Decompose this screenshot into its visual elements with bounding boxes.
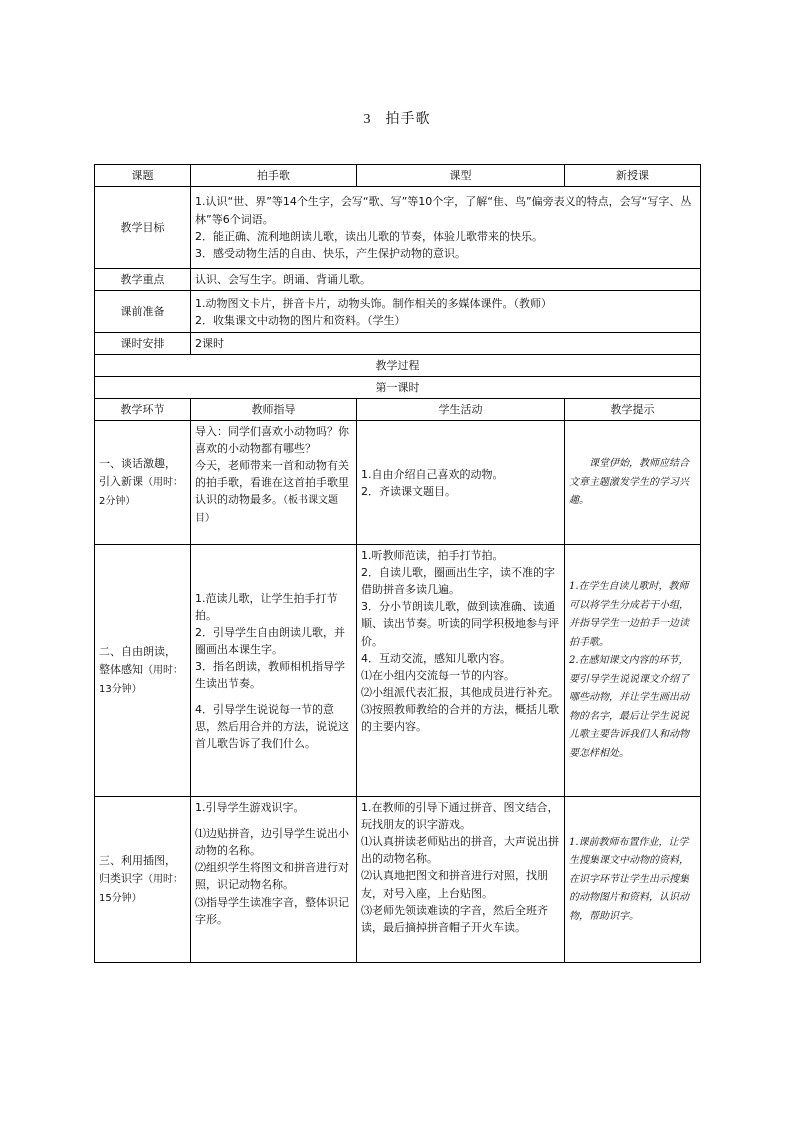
student-item: 1.听教师范读，拍手打节拍。 — [361, 549, 504, 563]
keypoint-label: 教学重点 — [95, 269, 191, 291]
column-header: 教学环节 — [95, 399, 191, 421]
lesson-title-row — [95, 377, 701, 399]
student-cell — [357, 421, 565, 545]
teacher-text: 今天，老师带来一首和动物有关的拍手歌，看谁在这首拍手歌里认识的动物最多。 — [195, 459, 349, 507]
teacher-item: ⑶指导学生读准字音，整体识记字形。 — [195, 895, 349, 926]
schedule-row — [95, 333, 701, 355]
stage-time: （用时：2分钟） — [99, 477, 183, 507]
stage-time: （用时：13分钟） — [99, 665, 183, 695]
teacher-item — [195, 457, 352, 526]
lesson-plan-table — [94, 164, 701, 963]
table-row — [95, 421, 701, 545]
topic-row — [95, 165, 701, 187]
tip-item: 课堂伊始，教师应结合文章主题激发学生的学习兴趣。 — [569, 458, 689, 507]
tip-item: 1.课前教师布置作业，让学生搜集课文中动物的资料，在识字环节让学生出示搜集的动物图片和资料，认识动物，帮助识字。 — [569, 836, 689, 922]
goals-row — [95, 187, 701, 269]
teacher-item: 2．引导学生自由朗读儿歌，并圈画出本课生字。 — [195, 625, 345, 656]
teacher-item: 导入：同学们喜欢小动物吗？你喜欢的小动物都有哪些？ — [195, 425, 349, 456]
column-header: 学生活动 — [357, 399, 565, 421]
goal-item: 3．感受动物生活的自由、快乐，产生保护动物的意识。 — [195, 246, 466, 260]
student-item: 2．自读儿歌，圈画出生字，读不准的字借助拼音多读几遍。 — [361, 566, 555, 597]
page-title — [0, 108, 794, 128]
teacher-item: 1.范读儿歌，让学生拍手打节拍。 — [195, 591, 338, 622]
process-title-row — [95, 355, 701, 377]
process-title: 教学过程 — [95, 355, 701, 377]
type-label: 课型 — [357, 165, 565, 187]
teacher-item: 4．引导学生说说每一节的意思，然后用合并的方法，说说这首儿歌告诉了我们什么。 — [195, 702, 349, 750]
tip-item: 2.在感知课文内容的环节，要引导学生说说课文介绍了哪些动物，并让学生画出动物的名字，最后让学生说说儿歌主要告诉我们人和动物要怎样相处。 — [569, 655, 689, 759]
student-item: ⑵认真地把图文和拼音进行对照，找朋友，对号入座，上台贴图。 — [361, 869, 548, 900]
teacher-item: ⑵组织学生将图文和拼音进行对照，识记动物名称。 — [195, 861, 349, 892]
prep-item: 1.动物图文卡片，拼音卡片，动物头饰。制作相关的多媒体课件。（教师） — [195, 296, 552, 310]
table-row — [95, 797, 701, 963]
teacher-note: （板书课文题目） — [195, 495, 338, 524]
prep-item: 2．收集课文中动物的图片和资料。（学生） — [195, 313, 406, 327]
student-item: 1.在教师的引导下通过拼音、图文结合，玩找朋友的识字游戏。 — [361, 801, 559, 832]
schedule-label: 课时安排 — [95, 333, 191, 355]
tip-cell — [565, 545, 701, 797]
prep-cell — [191, 291, 701, 333]
teacher-item: ⑴边贴拼音，边引导学生说出小动物的名称。 — [195, 827, 349, 858]
tip-cell — [565, 797, 701, 963]
student-item: 2．齐读课文题目。 — [361, 484, 456, 498]
stage-cell — [95, 421, 191, 545]
table-row — [95, 545, 701, 797]
student-item: ⑴认真拼读老师贴出的拼音，大声说出拼出的动物名称。 — [361, 835, 559, 866]
keypoint-value: 认识、会写生字。朗诵、背诵儿歌。 — [191, 269, 701, 291]
tip-item: 1.在学生自读儿歌时，教师可以将学生分成若干小组，并指导学生一边拍手一边读拍手歌。 — [569, 581, 689, 648]
student-item: ⑶按照教师教给的合并的方法，概括儿歌的主要内容。 — [361, 702, 559, 733]
student-item: ⑴在小组内交流每一节的内容。 — [361, 668, 515, 682]
student-item: ⑶老师先领读难读的字音，然后全班齐读，最后摘掉拼音帽子开火车读。 — [361, 903, 548, 934]
student-cell — [357, 545, 565, 797]
type-value: 新授课 — [565, 165, 701, 187]
prep-row — [95, 291, 701, 333]
teacher-cell — [191, 545, 357, 797]
student-cell — [357, 797, 565, 963]
tip-cell — [565, 421, 701, 545]
student-item: 1.自由介绍自己喜欢的动物。 — [361, 467, 504, 481]
goal-item: 1.认识“世、界”等14个生字，会写“歌、写”等10个字，了解“隹、鸟”偏旁表义的特点，会写“写字、丛林”等6个词语。 — [195, 195, 692, 226]
teacher-item: 1.引导学生游戏识字。 — [195, 801, 305, 815]
stage-name: 二、自由朗读，整体感知 — [99, 645, 176, 677]
goals-cell — [191, 187, 701, 269]
teacher-cell — [191, 421, 357, 545]
lesson-period-title: 第一课时 — [95, 377, 701, 399]
topic-label: 课题 — [95, 165, 191, 187]
schedule-value: 2课时 — [191, 333, 701, 355]
prep-label: 课前准备 — [95, 291, 191, 333]
keypoint-row — [95, 269, 701, 291]
stage-cell — [95, 545, 191, 797]
stage-time: （用时：15分钟） — [99, 874, 183, 904]
goals-label: 教学目标 — [95, 187, 191, 269]
stage-name: 一、谈话激趣，引入新课 — [99, 457, 176, 489]
student-item: 4．互动交流，感知儿歌内容。 — [361, 651, 511, 665]
goal-item: 2．能正确、流利地朗读儿歌，读出儿歌的节奏，体验儿歌带来的快乐。 — [195, 229, 543, 243]
lesson-number: 3 — [363, 112, 372, 127]
column-header-row — [95, 399, 701, 421]
column-header: 教学提示 — [565, 399, 701, 421]
student-item: ⑵小组派代表汇报，其他成员进行补充。 — [361, 685, 559, 699]
teacher-item: 3．指名朗读，教师相机指导学生读出节奏。 — [195, 659, 345, 690]
column-header: 教师指导 — [191, 399, 357, 421]
teacher-cell — [191, 797, 357, 963]
stage-cell — [95, 797, 191, 963]
topic-value: 拍手歌 — [191, 165, 357, 187]
stage-name: 三、利用插图，归类识字 — [99, 854, 176, 886]
student-item: 3．分小节朗读儿歌，做到读准确、读通顺、读出节奏。听读的同学积极地参与评价。 — [361, 600, 559, 648]
lesson-title: 拍手歌 — [385, 111, 431, 127]
